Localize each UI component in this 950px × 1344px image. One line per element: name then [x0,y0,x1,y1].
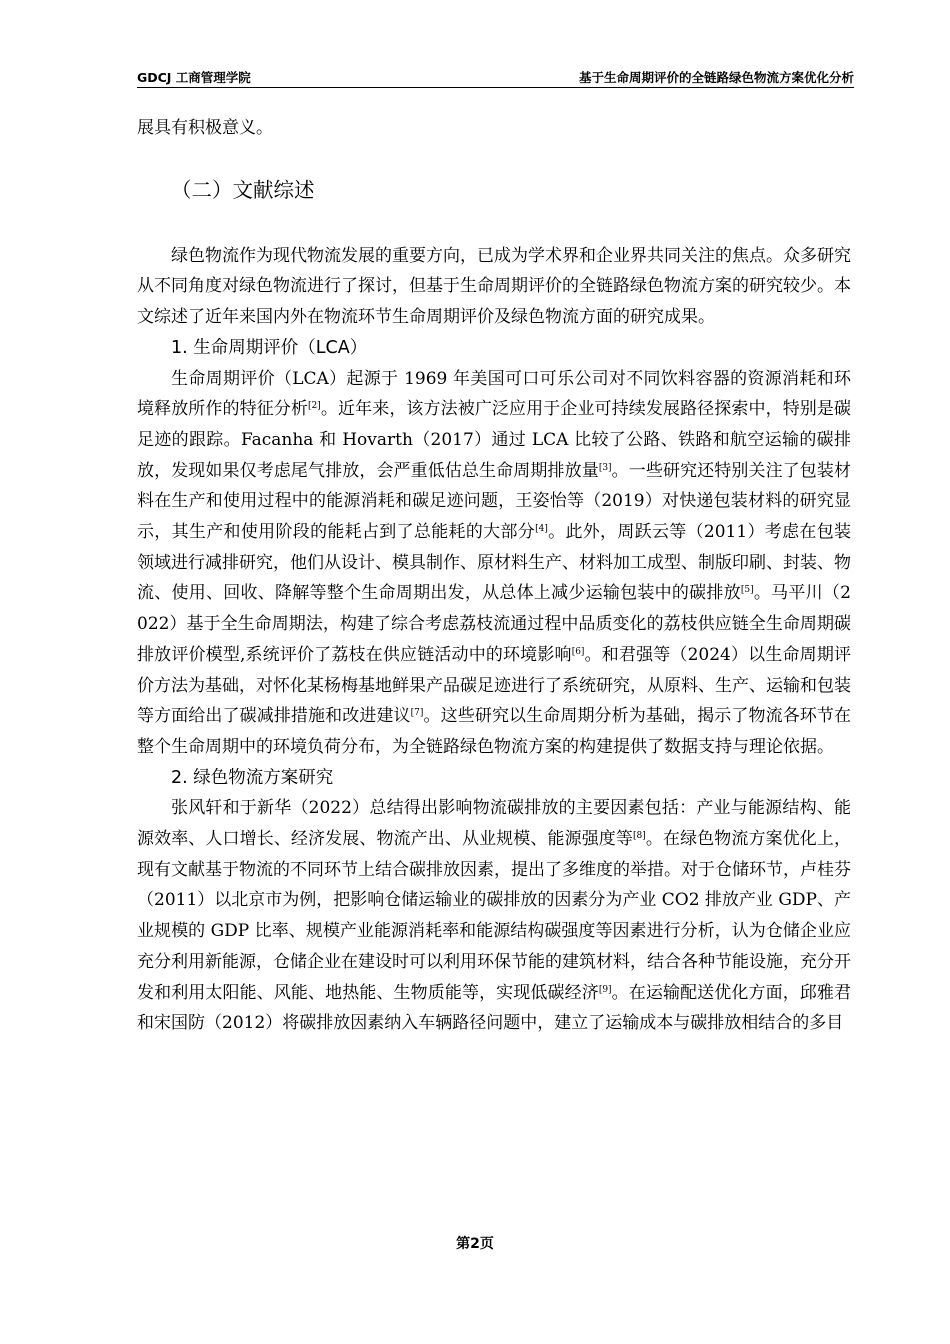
header-institution: GDCJ 工商管理学院 [137,70,251,85]
lca-text-6: 。和君强等（2024）以生命周期评价方法为基础，对怀化某杨梅基地鲜果产品碳足迹进行了系统研究，从原料、生产、运输和包装等方面给出了碳减排措施和改进建议 [137,644,852,727]
citation-ref: [7] [410,708,424,719]
lca-text-4: 。此外，周跃云等（2011）考虑在包装领域进行减排研究，他们从设计、模具制作、原材料生产、材料加工成型、制版印刷、封装、物流、使用、回收、降解等整个生命周期出发，从总体上减少运输包装中的碳排放 [137,522,852,604]
lca-text-3: 。一些研究还特别关注了包装材料在生产和使用过程中的能源消耗和碳足迹问题，王姿怡等（2019）对快递包装材料的研究显示，其生产和使用阶段的能耗占到了总能耗的大部分 [137,460,852,543]
gl-text-2: 。在绿色物流方案优化上，现有文献基于物流的不同环节上结合碳排放因素，提出了多维度的举措。对于仓储环节，卢桂芬（2011）以北京市为例，把影响仓储运输业的碳排放的因素分为产业 CO2 排放产业 GDP、产业规模的 GDP 比率、规模产业能源消耗率和能源结构碳强度等因素进行分析，认为仓储企业应充分利用新能源，仓储企业在建设时可以利用环保节能的建筑材料，结合各种节能设施，充分开发和利用太阳能、风能、地热能、生物质能等，实现低碳经济 [137,829,852,1003]
citation-ref: [3] [598,462,612,473]
gl-text-1: 张风轩和于新华（2022）总结得出影响物流碳排放的主要因素包括：产业与能源结构、能源效率、人口增长、经济发展、物流产出、从业规模、能源强度等 [137,798,851,850]
green-logistics-paragraph [137,793,851,1039]
lca-text-7: 。这些研究以生命周期分析为基础，揭示了物流各环节在整个生命周期中的环境负荷分布，为全链路绿色物流方案的构建提供了数据支持与理论依据。 [137,706,852,757]
body-text [137,113,851,1039]
citation-ref: [8] [633,831,646,842]
lca-text-5: 。马平川（2022）基于全生命周期法，构建了综合考虑荔枝流通过程中品质变化的荔枝供应链全生命周期碳排放评价模型,系统评价了荔枝在供应链活动中的环境影响 [137,583,851,665]
citation-ref: [9] [598,984,612,995]
intro-paragraph: 绿色物流作为现代物流发展的重要方向，已成为学术界和企业界共同关注的焦点。众多研究从不同角度对绿色物流进行了探讨，但基于生命周期评价的全链路绿色物流方案的研究较少。本文综述了近年来国内外在物流环节生命周期评价及绿色物流方面的研究成果。 [137,245,851,328]
page-number: 第2页 [456,1236,494,1252]
citation-ref: [2] [308,401,321,412]
lca-paragraph [137,364,851,763]
citation-ref: [5] [740,585,754,596]
gl-text-3: 。在运输配送优化方面，邱雅君和宋国防（2012）将碳排放因素纳入车辆路径问题中，建立了运输成本与碳排放相结合的多目 [137,982,852,1034]
continuation-paragraph: 展具有积极意义。 [137,118,273,138]
header-rule [137,87,854,88]
subsection-heading-green-logistics: 2. 绿色物流方案研究 [171,767,334,788]
lca-text-2: 。近年来，该方法被广泛应用于企业可持续发展路径探索中，特别是碳足迹的跟踪。Facanha 和 Hovarth（2017）通过 LCA 比较了公路、铁路和航空运输的碳排放，发现如果仅考虑尾气排放，会严重低估总生命周期排放量 [137,399,852,481]
subsection-heading-lca: 1. 生命周期评价（LCA） [171,337,368,358]
page-header [137,66,854,88]
citation-ref: [4] [535,524,548,535]
lca-text-1: 生命周期评价（LCA）起源于 1969 年美国可口可乐公司对不同饮料容器的资源消耗和环境释放所作的特征分析 [137,368,851,420]
section-heading: （二）文献综述 [171,177,315,202]
header-paper-title: 基于生命周期评价的全链路绿色物流方案优化分析 [578,70,854,85]
citation-ref: [6] [571,646,585,657]
